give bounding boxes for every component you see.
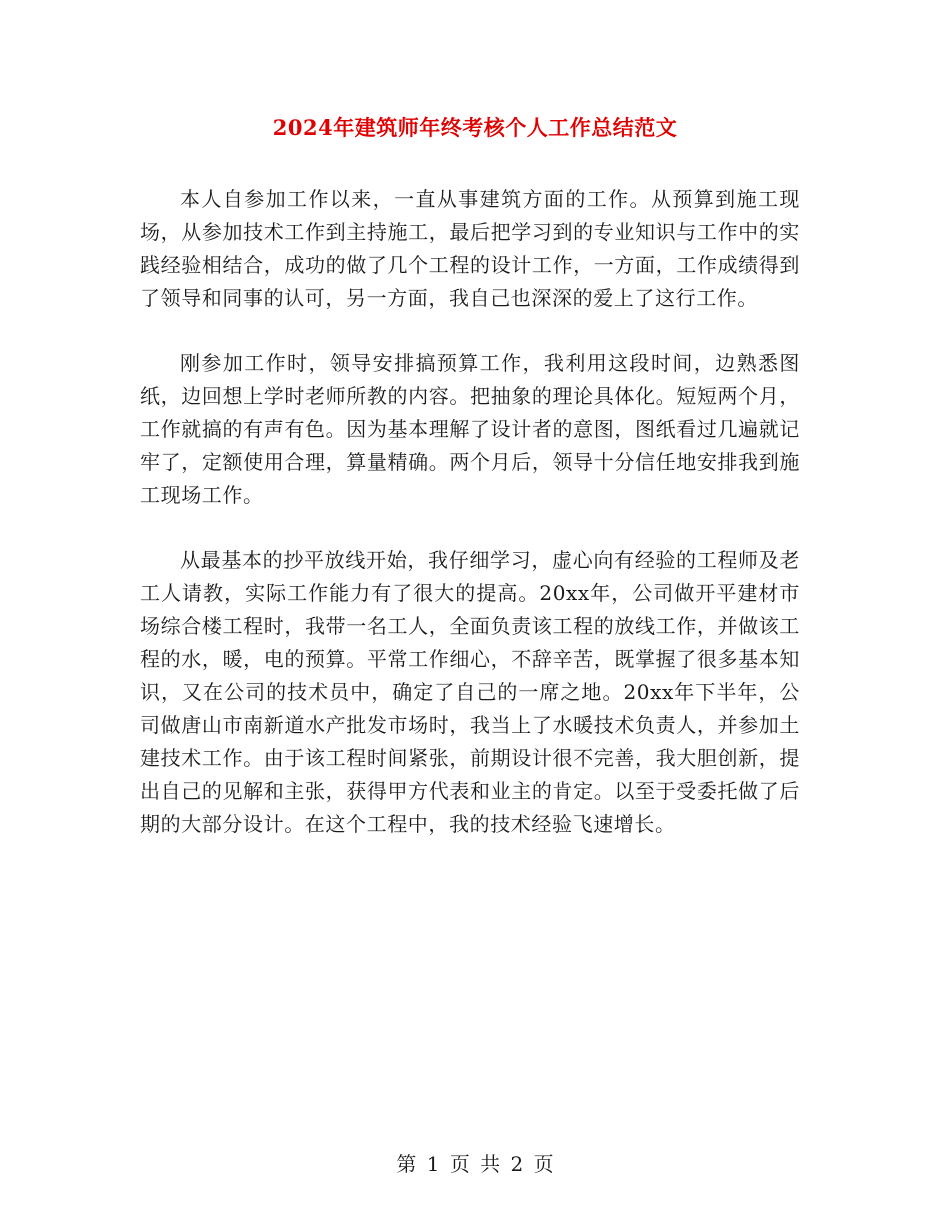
document-title: 2024年建筑师年终考核个人工作总结范文 (272, 115, 678, 140)
page-number-footer: 第 1 页 共 2 页 (396, 1152, 554, 1176)
paragraph-2: 刚参加工作时，领导安排搞预算工作，我利用这段时间，边熟悉图纸，边回想上学时老师所教的内容。把抽象的理论具体化。短短两个月，工作就搞的有声有色。因为基本理解了设计者的意图，图纸看过几遍就记牢了，定额使用合理，算量精确。两个月后，领导十分信任地安排我到施工现场工作。 (140, 351, 800, 507)
document-body (140, 183, 800, 873)
paragraph-1: 本人自参加工作以来，一直从事建筑方面的工作。从预算到施工现场，从参加技术工作到主持施工，最后把学习到的专业知识与工作中的实践经验相结合，成功的做了几个工程的设计工作，一方面，工作成绩得到了领导和同事的认可，另一方面，我自己也深深的爱上了这行工作。 (140, 187, 800, 310)
paragraph-3: 从最基本的抄平放线开始，我仔细学习，虚心向有经验的工程师及老工人请教，实际工作能力有了很大的提高。20xx年，公司做开平建材市场综合楼工程时，我带一名工人，全面负责该工程的放线工作，并做该工程的水，暖，电的预算。平常工作细心，不辞辛苦，既掌握了很多基本知识，又在公司的技术员中，确定了自己的一席之地。20xx年下半年，公司做唐山市南新道水产批发市场时，我当上了水暖技术负责人，并参加土建技术工作。由于该工程时间紧张，前期设计很不完善，我大胆创新，提出自己的见解和主张，获得甲方代表和业主的肯定。以至于受委托做了后期的大部分设计。在这个工程中，我的技术经验飞速增长。 (140, 548, 800, 836)
